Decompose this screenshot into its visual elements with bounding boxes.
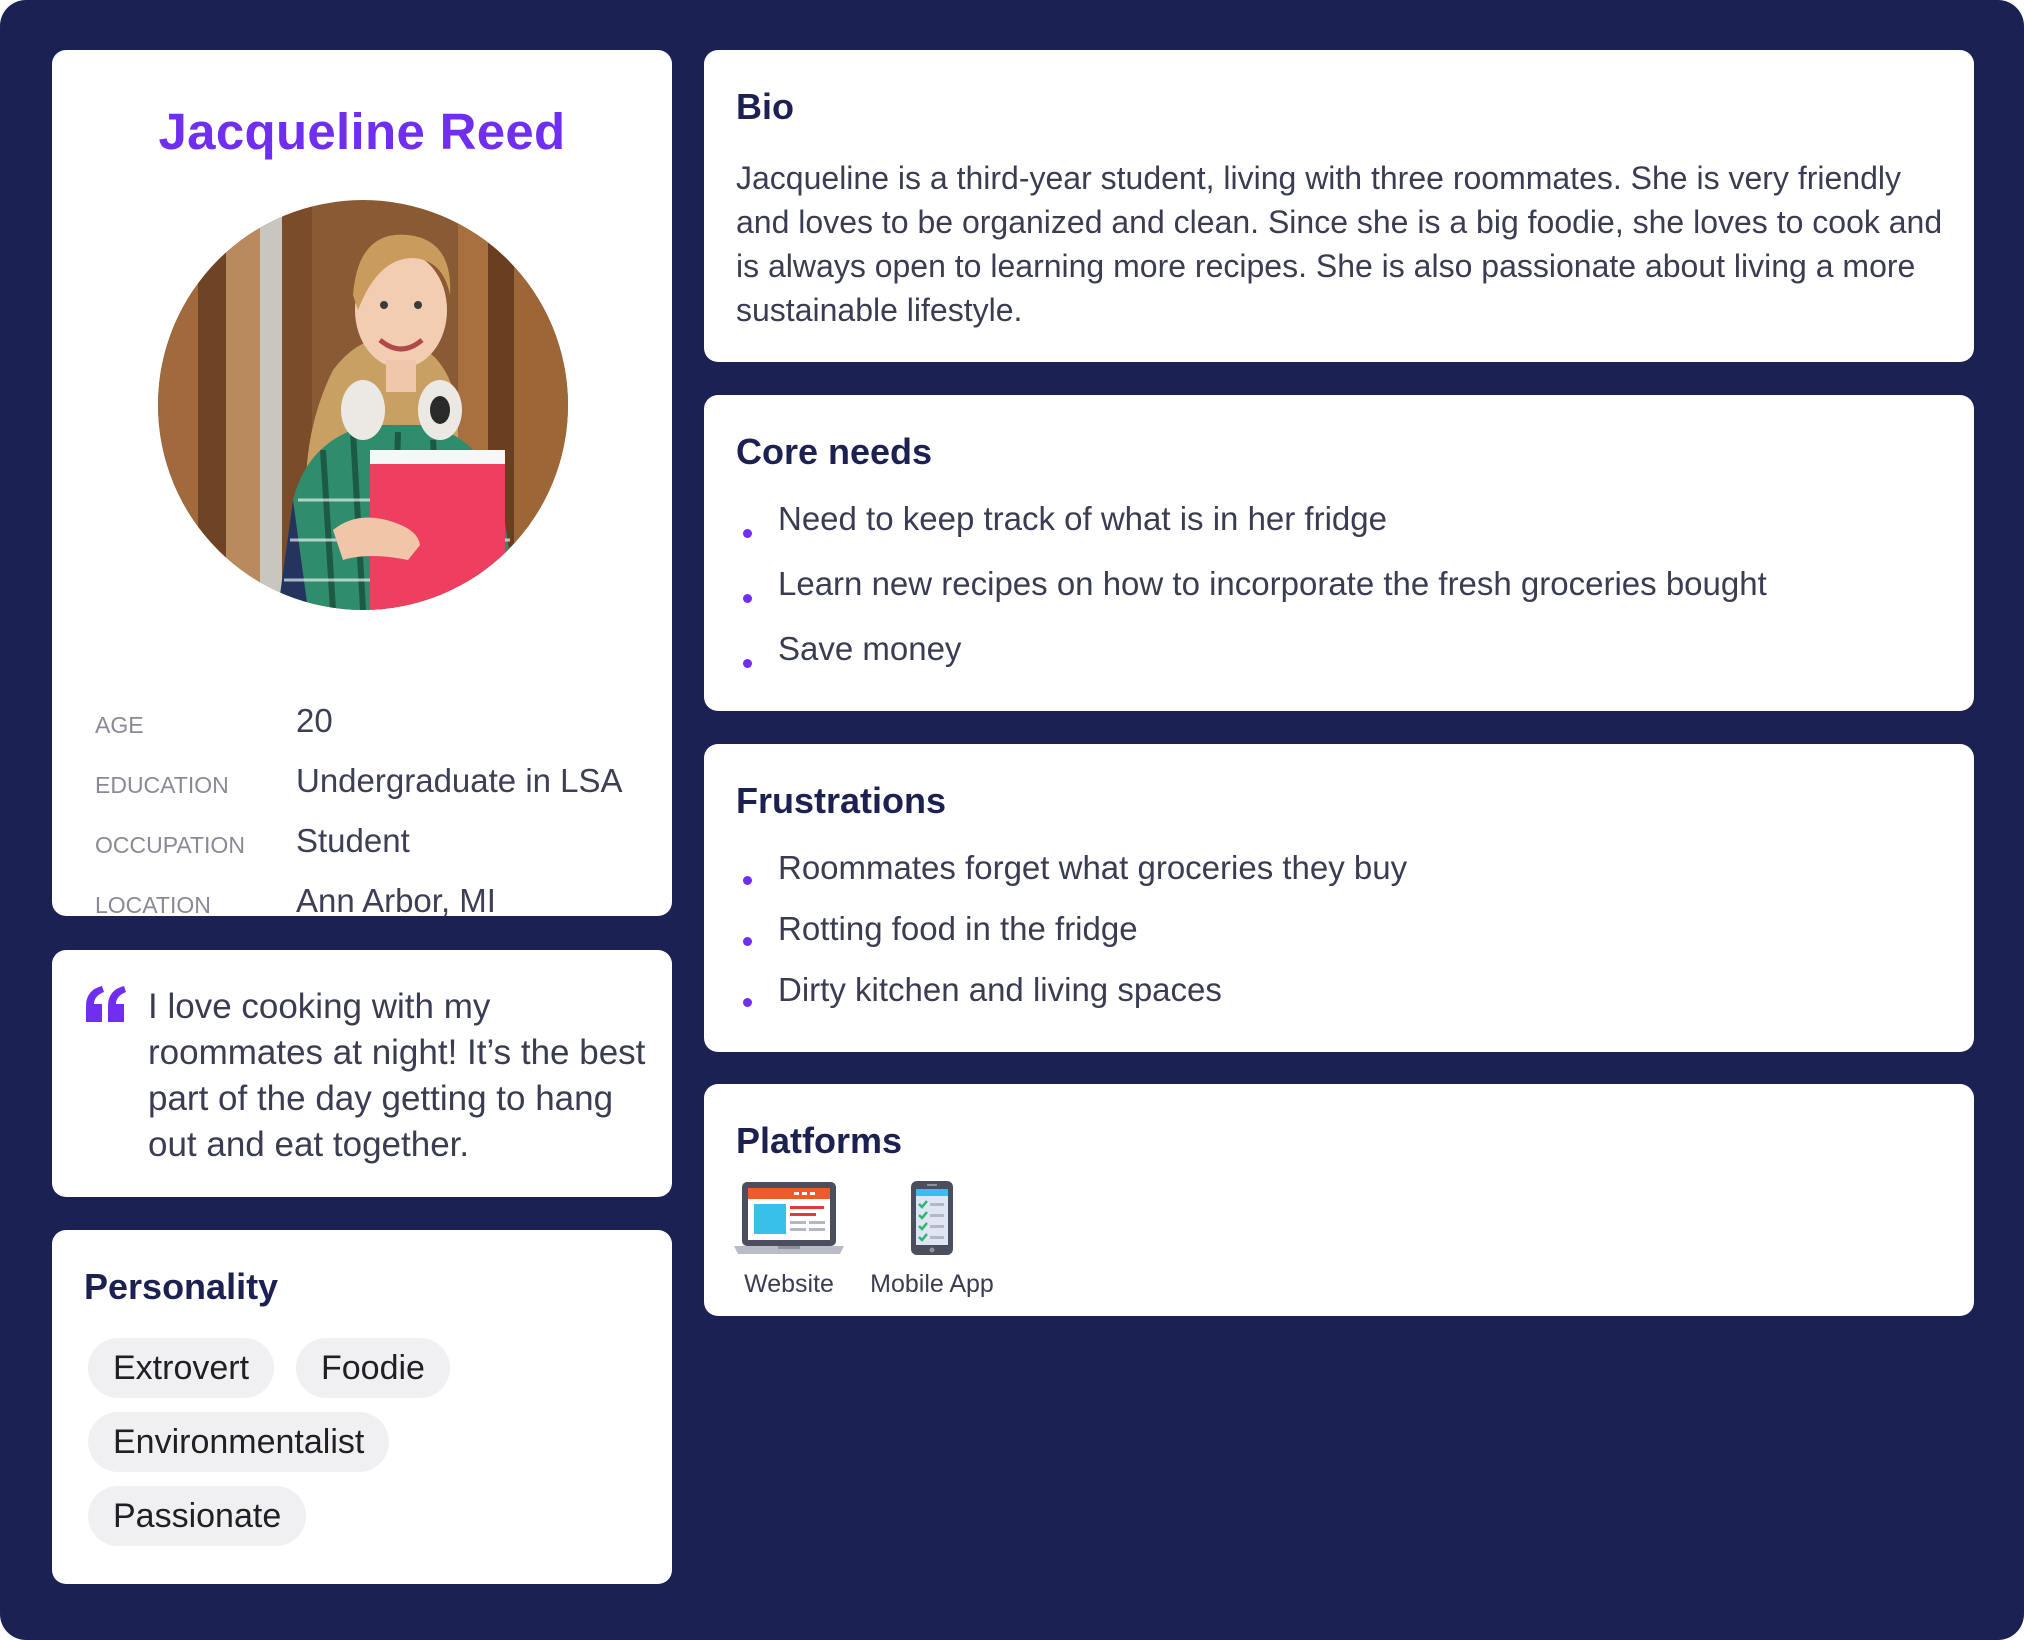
info-value: Undergraduate in LSA xyxy=(296,762,623,799)
trait-chip: Foodie xyxy=(296,1338,450,1398)
quote-card xyxy=(52,950,672,1197)
bio-text: Jacqueline is a third-year student, living with three roommates. She is very friendly and loves to be organized and clean. Since she is a big foodie, she loves to cook and is always open to learning more recipes. She is also passionate about living a more sustainable lifestyle. xyxy=(736,160,1943,328)
frustrations-card xyxy=(704,744,1974,1052)
personality-card xyxy=(52,1230,672,1584)
info-label: AGE xyxy=(95,712,144,738)
mobile-phone-icon xyxy=(909,1180,955,1256)
platform-mobile-app xyxy=(864,1180,1000,1299)
trait-chip: Passionate xyxy=(88,1486,306,1546)
persona-photo xyxy=(158,200,568,610)
core-needs-list xyxy=(736,499,1767,694)
bio-title: Bio xyxy=(736,86,794,127)
platforms-card xyxy=(704,1084,1974,1316)
platforms-title: Platforms xyxy=(736,1120,903,1161)
list-item: Roommates forget what groceries they buy xyxy=(736,848,1407,909)
platform-website xyxy=(732,1180,846,1299)
info-label: OCCUPATION xyxy=(95,832,245,858)
list-item: Rotting food in the fridge xyxy=(736,909,1407,970)
info-row-location xyxy=(52,878,672,928)
info-label: LOCATION xyxy=(95,892,211,918)
info-row-education xyxy=(52,758,672,808)
persona-photo-illustration xyxy=(158,200,568,610)
persona-name: Jacqueline Reed xyxy=(158,103,566,160)
trait-chip: Environmentalist xyxy=(88,1412,389,1472)
list-item: Need to keep track of what is in her fridge xyxy=(736,499,1767,564)
trait-chip: Extrovert xyxy=(88,1338,274,1398)
frustrations-list xyxy=(736,848,1407,1031)
laptop-icon xyxy=(734,1180,844,1256)
info-value: Student xyxy=(296,822,410,859)
info-value: 20 xyxy=(296,702,333,739)
core-needs-title: Core needs xyxy=(736,431,933,472)
list-item: Learn new recipes on how to incorporate the fresh groceries bought xyxy=(736,564,1767,629)
platform-label: Mobile App xyxy=(870,1270,994,1298)
list-item: Save money xyxy=(736,629,1767,694)
info-row-age xyxy=(52,698,672,748)
bio-card xyxy=(704,50,1974,362)
info-row-occupation xyxy=(52,818,672,868)
quote-text: I love cooking with my roommates at night! It’s the best part of the day getting to hang out and eat together. xyxy=(148,987,646,1164)
profile-card xyxy=(52,50,672,919)
core-needs-card xyxy=(704,395,1974,711)
quote-mark-icon xyxy=(84,984,128,1024)
info-label: EDUCATION xyxy=(95,772,229,798)
list-item: Dirty kitchen and living spaces xyxy=(736,970,1407,1031)
info-value: Ann Arbor, MI xyxy=(296,882,496,919)
personality-title: Personality xyxy=(84,1266,279,1307)
platform-label: Website xyxy=(744,1270,834,1298)
frustrations-title: Frustrations xyxy=(736,780,947,821)
